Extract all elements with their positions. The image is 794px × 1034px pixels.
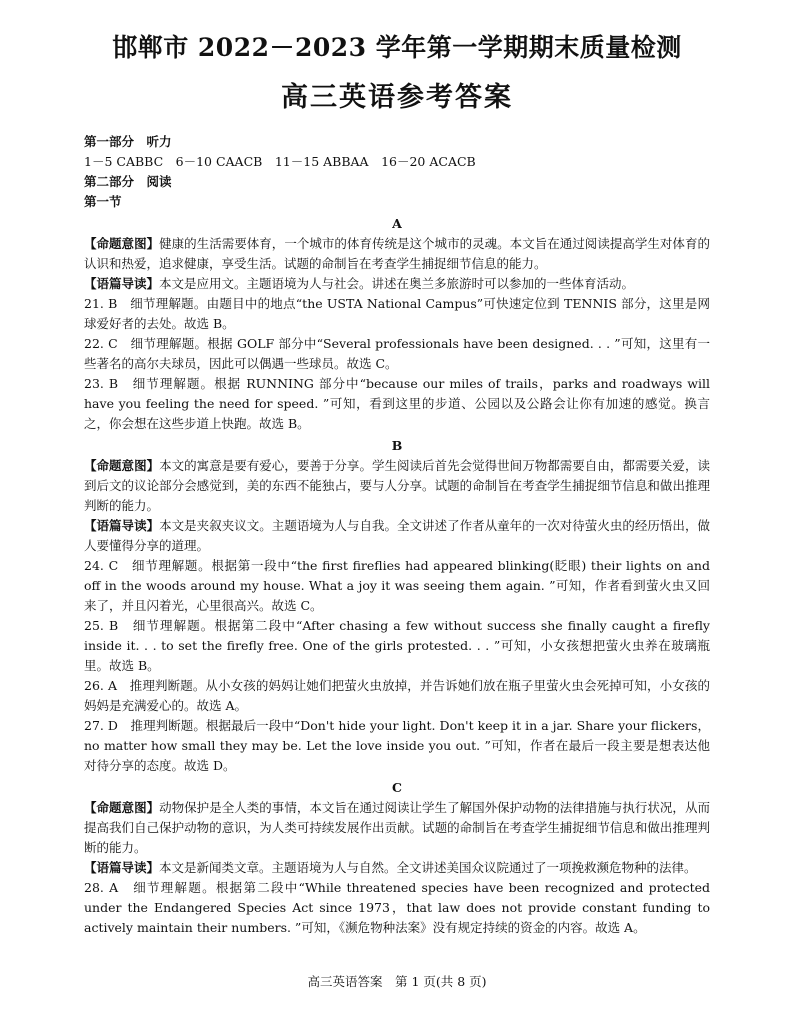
guide-text: 本文是新闻类文章。主题语境为人与自然。全文讲述美国众议院通过了一项挽救濒危物种的法律。 (159, 860, 697, 875)
answer-27: 27. D 推理判断题。根据最后一段中“Don't hide your light. Don't keep it in a jar. Share your flickers，no matter how small they may be. Let the love inside you out. ”可知，作者在最后一段主要是想表达他对待分享的态度。故选 D。 (84, 718, 710, 773)
passage-a-intent (84, 234, 710, 274)
guide-tag: 【语篇导读】 (84, 518, 160, 533)
document-title: 邯郸市 2022－2023 学年第一学期期末质量检测 (112, 33, 682, 62)
answer-21: 21. B 细节理解题。由题目中的地点“the USTA National Campus”可快速定位到 TENNIS 部分，这里是网球爱好者的去处。故选 B。 (84, 296, 710, 331)
intent-text: 健康的生活需要体育，一个城市的体育传统是这个城市的灵魂。本文旨在通过阅读提高学生对体育的认识和热爱，追求健康，享受生活。试题的命制旨在考查学生捕捉细节信息的能力。 (84, 236, 710, 271)
intent-tag: 【命题意图】 (84, 458, 160, 473)
listening-heading: 第一部分 听力 (84, 134, 172, 149)
document-subtitle: 高三英语参考答案 (281, 82, 513, 113)
answer-28: 28. A 细节理解题。根据第二段中“While threatened species have been recognized and protected under the Endangered Species Act since 1973，that law does not provide constant funding to actively maintain their numbers. ”可知，《濒危物种法案》没有规定持续的资金的内容。故选 A。 (84, 880, 710, 935)
page-footer: 高三英语答案 第 1 页(共 8 页) (307, 974, 487, 989)
intent-tag: 【命题意图】 (84, 236, 160, 251)
reading-section-1: 第一节 (84, 194, 122, 209)
passage-c-label: C (392, 780, 402, 795)
passage-c-guide (84, 858, 710, 878)
reading-heading: 第二部分 阅读 (84, 174, 172, 189)
passage-c-intent (84, 798, 710, 858)
guide-tag: 【语篇导读】 (84, 276, 160, 291)
intent-text: 动物保护是全人类的事情，本文旨在通过阅读让学生了解国外保护动物的法律措施与执行状况，从而提高我们自己保护动物的意识，为人类可持续发展作出贡献。试题的命制旨在考查学生捕捉细节信息和做出推理判断的能力。 (84, 800, 710, 855)
answer-23: 23. B 细节理解题。根据 RUNNING 部分中“because our miles of trails，parks and roadways will have you feeling the need for speed. ”可知，看到这里的步道、公园以及公路会让你有加速的感觉。换言之，你会想在这些步道上快跑。故选 B。 (84, 376, 710, 431)
intent-text: 本文的寓意是要有爱心，要善于分享。学生阅读后首先会觉得世间万物都需要自由，都需要关爱，读到后文的议论部分会感觉到，美的东西不能独占，要与人分享。试题的命制旨在考查学生捕捉细节信息和做出推理判断的能力。 (84, 458, 710, 513)
passage-a-guide (84, 274, 710, 294)
passage-a-label: A (392, 216, 402, 231)
answer-26: 26. A 推理判断题。从小女孩的妈妈让她们把萤火虫放掉，并告诉她们放在瓶子里萤火虫会死掉可知，小女孩的妈妈是充满爱心的。故选 A。 (84, 678, 710, 713)
guide-text: 本文是夹叙夹议文。主题语境为人与自我。全文讲述了作者从童年的一次对待萤火虫的经历悟出，做人要懂得分享的道理。 (84, 518, 710, 553)
guide-tag: 【语篇导读】 (84, 860, 160, 875)
answer-24: 24. C 细节理解题。根据第一段中“the first fireflies had appeared blinking(眨眼) their lights on and off in the woods around my house. What a joy it was seeing them again. ”可知，作者看到萤火虫又回来了，并且闪着光，心里很高兴。故选 C。 (84, 558, 710, 613)
answer-25: 25. B 细节理解题。根据第二段中“After chasing a few without success she finally caught a firefly inside it. . . to set the firefly free. One of the girls protested. . . ”可知，小女孩想把萤火虫养在玻璃瓶里。故选 B。 (84, 618, 710, 673)
passage-b-guide (84, 516, 710, 556)
passage-b-label: B (391, 438, 403, 453)
listening-answers: 1－5 CABBC 6－10 CAACB 11－15 ABBAA 16－20 ACACB (84, 154, 476, 169)
answer-22: 22. C 细节理解题。根据 GOLF 部分中“Several professionals have been designed. . . ”可知，这里有一些著名的高尔夫球员，因此可以偶遇一些球员。故选 C。 (84, 336, 710, 371)
guide-text: 本文是应用文。主题语境为人与社会。讲述在奥兰多旅游时可以参加的一些体育活动。 (159, 276, 635, 291)
passage-b-intent (84, 456, 710, 516)
intent-tag: 【命题意图】 (84, 800, 160, 815)
